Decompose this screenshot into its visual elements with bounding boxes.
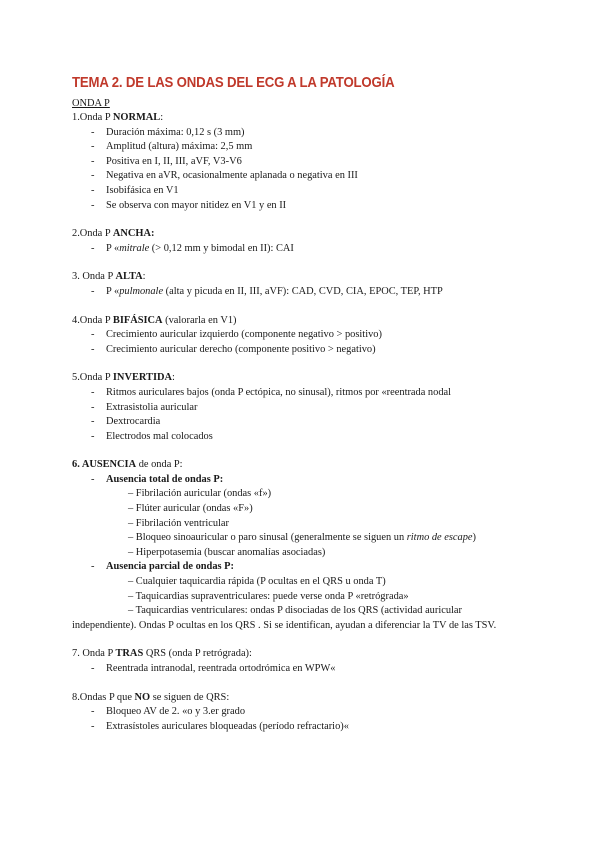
list-subitem: – Fibrilación auricular (ondas «f») <box>128 488 272 500</box>
list-item-ausencia-parcial: - Ausencia parcial de ondas P: <box>72 560 542 575</box>
list-item-ausencia-total: - Ausencia total de ondas P: <box>72 473 542 488</box>
heading-ausencia: 6. AUSENCIA de onda P: <box>72 459 183 471</box>
list-item: - Bloqueo AV de 2. «o y 3.er grado <box>72 705 542 720</box>
section-subtitle: ONDA P <box>72 98 110 109</box>
list-alta <box>72 285 542 300</box>
heading-no-qrs: 8.Ondas P que NO se siguen de QRS: <box>72 691 230 703</box>
list-item: - Crecimiento auricular derecho (componente positivo > negativo) <box>72 343 542 358</box>
list-item: - Dextrocardia <box>72 415 542 430</box>
list-subitem: – Hiperpotasemia (buscar anomalías asociadas) <box>128 546 326 558</box>
list-subitem: – Bloqueo sinoauricular o paro sinusal (generalmente se siguen un ritmo de escape) <box>128 532 477 544</box>
list-subitem: – Flúter auricular (ondas «F») <box>128 503 253 515</box>
document-page <box>72 74 542 734</box>
heading-normal: 1.Onda P NORMAL: <box>72 112 164 123</box>
list-item: - Ritmos auriculares bajos (onda P ectópica, no sinusal), ritmos por «reentrada nodal <box>72 386 542 401</box>
list-normal <box>72 126 542 214</box>
heading-tras: 7. Onda P TRAS QRS (onda P retrógrada): <box>72 648 252 660</box>
list-subitem: – Fibrilación ventricular <box>128 517 229 529</box>
list-subitem: – Taquicardias ventriculares: ondas P disociadas de los QRS (actividad auricular <box>128 605 462 617</box>
list-item: - Negativa en aVR, ocasionalmente aplanada o negativa en III <box>72 169 542 184</box>
list-item: - Amplitud (altura) máxima: 2,5 mm <box>72 140 542 155</box>
list-tras <box>72 662 542 677</box>
list-item: - Positiva en I, II, III, aVF, V3-V6 <box>72 155 542 170</box>
list-item: - Extrasístoles auriculares bloqueadas (período refractario)« <box>72 720 542 735</box>
continuation-text: independiente). Ondas P ocultas en los QRS . Si se identifican, ayudan a diferenciar la TV de las TSV. <box>72 619 497 631</box>
list-item: - Crecimiento auricular izquierdo (componente negativo > positivo) <box>72 328 542 343</box>
list-item: - Se observa con mayor nitidez en V1 y en II <box>72 199 542 214</box>
list-item: - P «mitrale (> 0,12 mm y bimodal en II): CAI <box>72 242 542 257</box>
list-item: - Extrasistolia auricular <box>72 401 542 416</box>
list-item: - Duración máxima: 0,12 s (3 mm) <box>72 126 542 141</box>
heading-invertida: 5.Onda P INVERTIDA: <box>72 372 175 384</box>
list-item: - P «pulmonale (alta y picuda en II, III, aVF): CAD, CVD, CIA, EPOC, TEP, HTP <box>72 285 542 300</box>
list-ancha <box>72 242 542 257</box>
list-item: - Isobifásica en V1 <box>72 184 542 199</box>
page-title: TEMA 2. DE LAS ONDAS DEL ECG A LA PATOLOGÍA <box>72 74 395 91</box>
list-item: - Reentrada intranodal, reentrada ortodrómica en WPW« <box>72 662 542 677</box>
list-invertida <box>72 386 542 444</box>
list-bifasica <box>72 328 542 357</box>
list-subitem: – Cualquier taquicardia rápida (P ocultas en el QRS u onda T) <box>128 576 386 588</box>
list-subitem: – Taquicardias supraventriculares: puede verse onda P «retrógrada» <box>128 590 409 602</box>
heading-alta: 3. Onda P ALTA: <box>72 271 146 283</box>
heading-bifasica: 4.Onda P BIFÁSICA (valorarla en V1) <box>72 314 237 326</box>
list-ausencia <box>72 473 542 619</box>
list-item: - Electrodos mal colocados <box>72 430 542 445</box>
heading-ancha: 2.Onda P ANCHA: <box>72 228 155 240</box>
list-no-qrs <box>72 705 542 734</box>
